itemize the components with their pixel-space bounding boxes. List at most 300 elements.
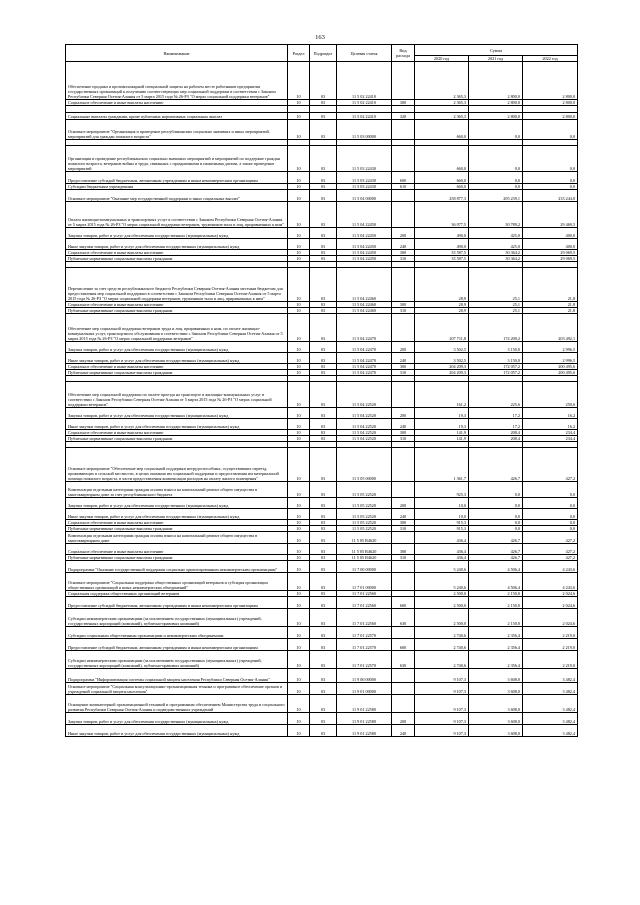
- row-sum-2022: 21,8: [523, 308, 578, 314]
- row-sum-2022: 2 800,0: [523, 100, 578, 106]
- row-section: 10: [288, 544, 310, 555]
- row-sum-2020: 258 877,3: [415, 190, 469, 202]
- row-subsection: 03: [310, 544, 337, 555]
- row-sum-2022: 0,0: [523, 184, 578, 190]
- row-sum-2020: 2 740,6: [415, 627, 469, 639]
- row-target: 11 5 05 22520: [337, 526, 392, 532]
- row-sum-2021: 2 356,4: [469, 639, 523, 651]
- row-sum-2021: 425,0: [469, 239, 523, 250]
- row-name: Иные закупки товаров, работ и услуг для обеспечения государственных (муниципальных) нужд: [66, 509, 288, 520]
- table-row: [66, 314, 578, 342]
- row-subsection: 03: [310, 498, 337, 509]
- col-header-2021: 2021 год: [469, 56, 523, 62]
- row-name: Подпрограмма "Информатизация системы социальной защиты населения Республики Северная Осетия-Алания": [66, 669, 288, 683]
- row-target: 11 5 04 22450: [337, 250, 392, 256]
- row-sum-2020: 36 077,5: [415, 202, 469, 228]
- row-subsection: 03: [310, 597, 337, 609]
- row-subsection: 03: [310, 639, 337, 651]
- row-section: 10: [288, 573, 310, 591]
- row-expense-type: 240: [392, 239, 415, 250]
- row-subsection: 03: [310, 436, 337, 442]
- row-subsection: 03: [310, 725, 337, 737]
- row-sum-2020: 2 365,3: [415, 62, 469, 100]
- row-sum-2021: 2 800,0: [469, 113, 523, 120]
- row-expense-type: 200: [392, 228, 415, 239]
- table-row: [66, 342, 578, 353]
- row-sum-2021: 0,0: [469, 526, 523, 532]
- row-target: 11 5 04 22520: [337, 419, 392, 430]
- row-sum-2021: 25,1: [469, 308, 523, 314]
- row-expense-type: 310: [392, 436, 415, 442]
- row-sum-2022: 0,0: [523, 520, 578, 526]
- row-name: Субсидии некоммерческим организациям (за исключением государственных (муниципальных) учреждений, государственных корпораций (компаний), публично-правовых компаний): [66, 609, 288, 627]
- row-expense-type: 320: [392, 113, 415, 120]
- row-sum-2021: 3 608,0: [469, 683, 523, 695]
- row-section: 10: [288, 353, 310, 364]
- row-section: 10: [288, 555, 310, 561]
- row-section: 10: [288, 62, 310, 100]
- row-subsection: 03: [310, 683, 337, 695]
- row-section: 10: [288, 172, 310, 184]
- row-target: 11 5 04 22470: [337, 342, 392, 353]
- row-section: 10: [288, 609, 310, 627]
- row-target: 11 5 04 22450: [337, 256, 392, 262]
- row-name: Социальная поддержка общественных организаций ветеранов: [66, 591, 288, 597]
- row-subsection: 03: [310, 353, 337, 364]
- table-row: [66, 202, 578, 228]
- col-header-section: Раздел: [288, 45, 310, 62]
- row-sum-2021: 205 239,1: [469, 190, 523, 202]
- row-subsection: 03: [310, 113, 337, 120]
- row-subsection: 03: [310, 202, 337, 228]
- row-subsection: 03: [310, 561, 337, 573]
- row-sum-2020: 3 502,5: [415, 353, 469, 364]
- row-subsection: 03: [310, 172, 337, 184]
- row-subsection: 03: [310, 609, 337, 627]
- row-sum-2022: 2 219,0: [523, 651, 578, 669]
- table-row: [66, 725, 578, 737]
- row-sum-2020: 660,0: [415, 120, 469, 140]
- row-sum-2020: 490,0: [415, 228, 469, 239]
- table-row: [66, 146, 578, 172]
- row-sum-2020: 9 107,3: [415, 725, 469, 737]
- row-sum-2021: 3 608,0: [469, 713, 523, 725]
- row-sum-2022: 2 800,0: [523, 113, 578, 120]
- row-sum-2020: 660,0: [415, 172, 469, 184]
- row-subsection: 03: [310, 482, 337, 498]
- row-target: 11 5 03 22430: [337, 146, 392, 172]
- row-sum-2022: 4 243,6: [523, 561, 578, 573]
- row-section: 10: [288, 713, 310, 725]
- row-sum-2021: 0,0: [469, 120, 523, 140]
- row-sum-2021: 3 608,0: [469, 695, 523, 713]
- row-sum-2022: 3 482,4: [523, 683, 578, 695]
- row-sum-2020: 141,9: [415, 436, 469, 442]
- col-header-name: Наименование: [66, 45, 288, 62]
- table-row: [66, 172, 578, 184]
- row-sum-2020: 10,0: [415, 498, 469, 509]
- row-name: Оплата жилищно-коммунальных и транспортных услуг в соответствии с Законом Республики Северная Осетия-Алания от 5 марта 2015 года № 26-РЗ "О мерах социальной поддержки ветеранов, тружеников тыла и лиц, приравненных к ним": [66, 202, 288, 228]
- row-target: 11 5 03 00000: [337, 120, 392, 140]
- row-section: 10: [288, 184, 310, 190]
- row-name: Публичные нормативные социальные выплаты гражданам: [66, 308, 288, 314]
- row-subsection: 03: [310, 573, 337, 591]
- row-sum-2021: 25,1: [469, 302, 523, 308]
- row-subsection: 03: [310, 591, 337, 597]
- row-target: 11 5 04 22460: [337, 302, 392, 308]
- row-subsection: 03: [310, 342, 337, 353]
- row-sum-2020: 5 240,6: [415, 561, 469, 573]
- row-name: Социальное обеспечение и иные выплаты населению: [66, 364, 288, 370]
- row-expense-type: 600: [392, 597, 415, 609]
- row-name: Публичные нормативные социальные выплаты гражданам: [66, 370, 288, 376]
- row-target: 11 5 05 22520: [337, 509, 392, 520]
- row-sum-2022: 0,0: [523, 498, 578, 509]
- table-row: [66, 695, 578, 713]
- row-sum-2021: 208,4: [469, 430, 523, 436]
- row-name: Субсидии бюджетным учреждениям: [66, 184, 288, 190]
- col-header-subsection: Подраздел: [310, 45, 337, 62]
- row-sum-2021: 225,6: [469, 382, 523, 408]
- row-sum-2021: 426,7: [469, 544, 523, 555]
- row-target: 11 7 01 22560: [337, 591, 392, 597]
- row-name: Субсидии социальным общественным организациям и некоммерческим объединениям: [66, 627, 288, 639]
- row-sum-2021: 2 356,4: [469, 651, 523, 669]
- row-target: 11 7 01 22570: [337, 651, 392, 669]
- row-name: Закупка товаров, работ и услуг для обеспечения государственных (муниципальных) нужд: [66, 408, 288, 419]
- row-sum-2022: 427,2: [523, 555, 578, 561]
- page-number: 163: [315, 34, 325, 41]
- row-sum-2022: 400,0: [523, 239, 578, 250]
- row-sum-2021: 0,0: [469, 184, 523, 190]
- row-sum-2020: 9 107,3: [415, 695, 469, 713]
- table-row: [66, 651, 578, 669]
- row-section: 10: [288, 520, 310, 526]
- row-sum-2020: 19,3: [415, 408, 469, 419]
- row-sum-2022: 2 219,0: [523, 639, 578, 651]
- row-target: 11 7 01 00000: [337, 573, 392, 591]
- row-expense-type: 630: [392, 609, 415, 627]
- row-name: Компенсация отдельным категориям граждан оплаты взноса на капитальный ремонт общего имущества в многоквартирном доме: [66, 532, 288, 544]
- row-name: Обеспечение продажи и противопожарной специальной защиты на рабочем месте работников предприятия государственных организаций к получению соответствующих мер социальной поддержки в соответствии с Законом Республики Северная Осетия-Алания от 5 марта 2015 года № 26-РЗ "О мерах социальной поддержки ветеранов": [66, 62, 288, 100]
- row-target: 11 5 04 22460: [337, 308, 392, 314]
- row-expense-type: 300: [392, 364, 415, 370]
- row-sum-2020: 28,9: [415, 302, 469, 308]
- table-row: [66, 382, 578, 408]
- row-name: Компенсация отдельным категориям граждан оплаты взноса на капитальный ремонт общего имущества в многоквартирном доме за счет республиканского бюджета: [66, 482, 288, 498]
- row-expense-type: 300: [392, 100, 415, 106]
- row-subsection: 03: [310, 100, 337, 106]
- row-expense-type: [392, 627, 415, 639]
- row-subsection: 03: [310, 228, 337, 239]
- row-sum-2022: 3 482,4: [523, 669, 578, 683]
- row-subsection: 03: [310, 448, 337, 482]
- row-sum-2021: 208,4: [469, 436, 523, 442]
- row-sum-2020: 2 365,3: [415, 100, 469, 106]
- row-sum-2020: 436,4: [415, 532, 469, 544]
- row-name: [66, 106, 288, 113]
- row-subsection: 03: [310, 364, 337, 370]
- row-sum-2020: 204 209,3: [415, 364, 469, 370]
- table-row: [66, 639, 578, 651]
- table-row: [66, 713, 578, 725]
- row-name: Социальное обеспечение и иные выплаты населению: [66, 430, 288, 436]
- row-sum-2021: 425,0: [469, 228, 523, 239]
- table-row: [66, 683, 578, 695]
- table-row: [66, 609, 578, 627]
- col-header-sum: Сумма: [415, 45, 578, 56]
- row-expense-type: 600: [392, 639, 415, 651]
- row-sum-2020: 28,9: [415, 268, 469, 302]
- row-section: 10: [288, 627, 310, 639]
- row-subsection: 03: [310, 120, 337, 140]
- row-sum-2022: 21,8: [523, 268, 578, 302]
- table-row: [66, 353, 578, 364]
- row-sum-2022: 427,2: [523, 448, 578, 482]
- row-subsection: [310, 106, 337, 113]
- row-name: Социальное обеспечение и иные выплаты населению: [66, 520, 288, 526]
- row-subsection: 03: [310, 532, 337, 544]
- row-sum-2022: 2 219,0: [523, 627, 578, 639]
- table-row: [66, 448, 578, 482]
- row-sum-2022: 29 469,5: [523, 202, 578, 228]
- table-header: [66, 45, 578, 62]
- table-row: [66, 190, 578, 202]
- row-subsection: 03: [310, 184, 337, 190]
- table-row: [66, 669, 578, 683]
- row-target: 11 5 04 22450: [337, 228, 392, 239]
- row-expense-type: 630: [392, 651, 415, 669]
- row-section: 10: [288, 509, 310, 520]
- row-expense-type: [392, 268, 415, 302]
- row-target: 11 5 02 22410: [337, 100, 392, 106]
- row-sum-2020: 19,3: [415, 419, 469, 430]
- table-row: [66, 239, 578, 250]
- row-name: Социальное обеспечение и иные выплаты населению: [66, 544, 288, 555]
- row-name: Социальное обеспечение и иные выплаты населению: [66, 302, 288, 308]
- row-sum-2020: 660,0: [415, 146, 469, 172]
- row-expense-type: 310: [392, 526, 415, 532]
- row-expense-type: [392, 120, 415, 140]
- row-target: 11 5 04 22470: [337, 353, 392, 364]
- row-target: 11 5 02 22410: [337, 62, 392, 100]
- row-subsection: 03: [310, 314, 337, 342]
- row-sum-2022: 0,0: [523, 146, 578, 172]
- row-sum-2020: 2 500,0: [415, 591, 469, 597]
- row-sum-2021: 3 608,0: [469, 669, 523, 683]
- row-sum-2021: 426,7: [469, 555, 523, 561]
- row-name: Закупка товаров, работ и услуг для обеспечения государственных (муниципальных) нужд: [66, 342, 288, 353]
- table-row: [66, 228, 578, 239]
- row-expense-type: 310: [392, 555, 415, 561]
- row-target: 11 5 04 22470: [337, 370, 392, 376]
- row-expense-type: [392, 106, 415, 113]
- row-subsection: 03: [310, 268, 337, 302]
- row-section: 10: [288, 669, 310, 683]
- row-target: 11 9 00 00000: [337, 669, 392, 683]
- row-section: 10: [288, 408, 310, 419]
- row-expense-type: 200: [392, 498, 415, 509]
- row-sum-2022: 427,2: [523, 532, 578, 544]
- row-target: 11 5 05 22520: [337, 482, 392, 498]
- row-name: Подпрограмма "Оказание государственной поддержки социально ориентированным некоммерческим организациям": [66, 561, 288, 573]
- row-sum-2020: 141,9: [415, 430, 469, 436]
- row-sum-2021: 2 800,0: [469, 100, 523, 106]
- row-sum-2022: 233 244,0: [523, 190, 578, 202]
- row-sum-2021: 172 057,2: [469, 364, 523, 370]
- row-sum-2022: 2 024,6: [523, 597, 578, 609]
- table-body: [66, 62, 578, 737]
- row-expense-type: 240: [392, 509, 415, 520]
- row-section: 10: [288, 526, 310, 532]
- row-sum-2020: 10,0: [415, 509, 469, 520]
- row-section: 10: [288, 430, 310, 436]
- row-expense-type: [392, 62, 415, 100]
- row-section: 10: [288, 250, 310, 256]
- row-subsection: 03: [310, 256, 337, 262]
- row-subsection: 03: [310, 555, 337, 561]
- row-sum-2020: 2 500,0: [415, 597, 469, 609]
- row-sum-2020: 3 502,5: [415, 342, 469, 353]
- row-sum-2020: 9 107,3: [415, 713, 469, 725]
- row-target: 11 7 01 22560: [337, 609, 392, 627]
- row-name: Социальные выплаты гражданам, кроме публичных нормативных социальных выплат: [66, 113, 288, 120]
- row-expense-type: 300: [392, 302, 415, 308]
- row-sum-2020: 161,2: [415, 382, 469, 408]
- row-target: 11 9 01 00000: [337, 683, 392, 695]
- table-row: [66, 408, 578, 419]
- row-subsection: 03: [310, 509, 337, 520]
- row-section: 10: [288, 342, 310, 353]
- row-expense-type: [392, 573, 415, 591]
- row-subsection: 03: [310, 370, 337, 376]
- row-subsection: 03: [310, 669, 337, 683]
- row-sum-2021: 3 150,0: [469, 353, 523, 364]
- row-section: 10: [288, 202, 310, 228]
- table-row: [66, 419, 578, 430]
- row-target: 11 5 04 22520: [337, 436, 392, 442]
- row-target: 11 5 02 22410: [337, 113, 392, 120]
- row-name: Предоставление субсидий бюджетным, автономным учреждениям и иным некоммерческим организациям: [66, 597, 288, 609]
- row-subsection: 03: [310, 146, 337, 172]
- row-expense-type: 310: [392, 370, 415, 376]
- row-name: Предоставление субсидий бюджетным, автономным учреждениям и иным некоммерческим организациям: [66, 639, 288, 651]
- col-header-expense-type: Вид расхода: [392, 45, 415, 62]
- row-sum-2020: 2 740,6: [415, 639, 469, 651]
- table-row: [66, 597, 578, 609]
- row-target: 11 5 04 22470: [337, 314, 392, 342]
- row-expense-type: [392, 669, 415, 683]
- row-sum-2021: 2 800,0: [469, 62, 523, 100]
- row-expense-type: [392, 448, 415, 482]
- row-sum-2022: 0,0: [523, 509, 578, 520]
- row-target: 11 5 04 22520: [337, 430, 392, 436]
- row-target: [337, 106, 392, 113]
- row-sum-2020: 35 587,5: [415, 250, 469, 256]
- row-name: Предоставление субсидий бюджетным, автономным учреждениям и иным некоммерческим организациям: [66, 172, 288, 184]
- row-expense-type: [392, 683, 415, 695]
- table-row: [66, 544, 578, 555]
- row-sum-2022: 203 492,1: [523, 314, 578, 342]
- row-sum-2022: 21,8: [523, 302, 578, 308]
- table-row: [66, 498, 578, 509]
- row-target: 11 5 03 22430: [337, 172, 392, 184]
- row-sum-2022: 400,0: [523, 228, 578, 239]
- table-row: [66, 268, 578, 302]
- row-sum-2020: 660,0: [415, 184, 469, 190]
- row-sum-2022: [523, 106, 578, 113]
- row-target: 11 9 01 22580: [337, 725, 392, 737]
- row-sum-2022: 3 482,4: [523, 725, 578, 737]
- row-sum-2021: 3 608,0: [469, 725, 523, 737]
- row-subsection: 03: [310, 302, 337, 308]
- row-name: Перечисление за счет средств республиканского бюджета Республики Северная Осетия-Алания местным бюджетам для предоставления мер социальной поддержки в соответствии с Законом Республики Северная Осетия-Алания от 5 марта 2015 года № 26-РЗ "О мерах социальной поддержки ветеранов, тружеников тыла и лиц, приравненных к ним": [66, 268, 288, 302]
- row-sum-2022: 0,0: [523, 482, 578, 498]
- row-section: 10: [288, 228, 310, 239]
- row-sum-2022: 3 482,4: [523, 695, 578, 713]
- row-sum-2022: 0,0: [523, 120, 578, 140]
- row-sum-2021: 426,7: [469, 448, 523, 482]
- table-row: [66, 561, 578, 573]
- row-sum-2021: 0,0: [469, 482, 523, 498]
- row-target: 11 5 04 22470: [337, 364, 392, 370]
- row-sum-2022: 16,2: [523, 408, 578, 419]
- row-sum-2020: 204 209,3: [415, 370, 469, 376]
- row-name: Субсидии некоммерческим организациям (за исключением государственных (муниципальных) учреждений, государственных корпораций (компаний), публично-правовых компаний): [66, 651, 288, 669]
- row-target: 11 5 05 22520: [337, 520, 392, 526]
- row-subsection: 03: [310, 408, 337, 419]
- row-target: 11 5 03 22430: [337, 184, 392, 190]
- row-section: 10: [288, 268, 310, 302]
- row-sum-2022: 200 495,6: [523, 364, 578, 370]
- row-subsection: 03: [310, 695, 337, 713]
- row-section: 10: [288, 419, 310, 430]
- row-sum-2022: 2 800,0: [523, 62, 578, 100]
- row-sum-2022: 234,4: [523, 436, 578, 442]
- row-expense-type: [392, 314, 415, 342]
- table-row: [66, 627, 578, 639]
- table-row: [66, 573, 578, 591]
- row-subsection: 03: [310, 627, 337, 639]
- row-sum-2022: 0,0: [523, 526, 578, 532]
- row-target: 11 5 05 R4620: [337, 532, 392, 544]
- row-name: Публичные нормативные социальные выплаты гражданам: [66, 436, 288, 442]
- row-sum-2021: 2 150,0: [469, 609, 523, 627]
- row-target: 11 5 05 R4620: [337, 555, 392, 561]
- row-name: Основное мероприятие "Организация и проведение республиканских социально значимых и иных мероприятий, мероприятий для граждан пожилого возраста": [66, 120, 288, 140]
- row-name: Закупка товаров, работ и услуг для обеспечения государственных (муниципальных) нужд: [66, 713, 288, 725]
- row-expense-type: 200: [392, 713, 415, 725]
- row-expense-type: 200: [392, 408, 415, 419]
- row-section: 10: [288, 725, 310, 737]
- row-section: 10: [288, 370, 310, 376]
- row-section: 10: [288, 113, 310, 120]
- row-sum-2020: 1 361,7: [415, 448, 469, 482]
- row-section: 10: [288, 597, 310, 609]
- row-sum-2021: 0,0: [469, 509, 523, 520]
- row-name: Публичные нормативные социальные выплаты гражданам: [66, 555, 288, 561]
- row-sum-2020: [415, 106, 469, 113]
- col-header-target: Целевая статья: [337, 45, 392, 62]
- row-sum-2020: 9 107,3: [415, 669, 469, 683]
- row-sum-2022: 234,4: [523, 430, 578, 436]
- row-sum-2021: 2 356,4: [469, 627, 523, 639]
- row-target: 11 5 05 R4620: [337, 544, 392, 555]
- row-section: 10: [288, 639, 310, 651]
- row-sum-2020: 35 587,5: [415, 256, 469, 262]
- row-expense-type: 300: [392, 520, 415, 526]
- row-target: 11 5 04 00000: [337, 190, 392, 202]
